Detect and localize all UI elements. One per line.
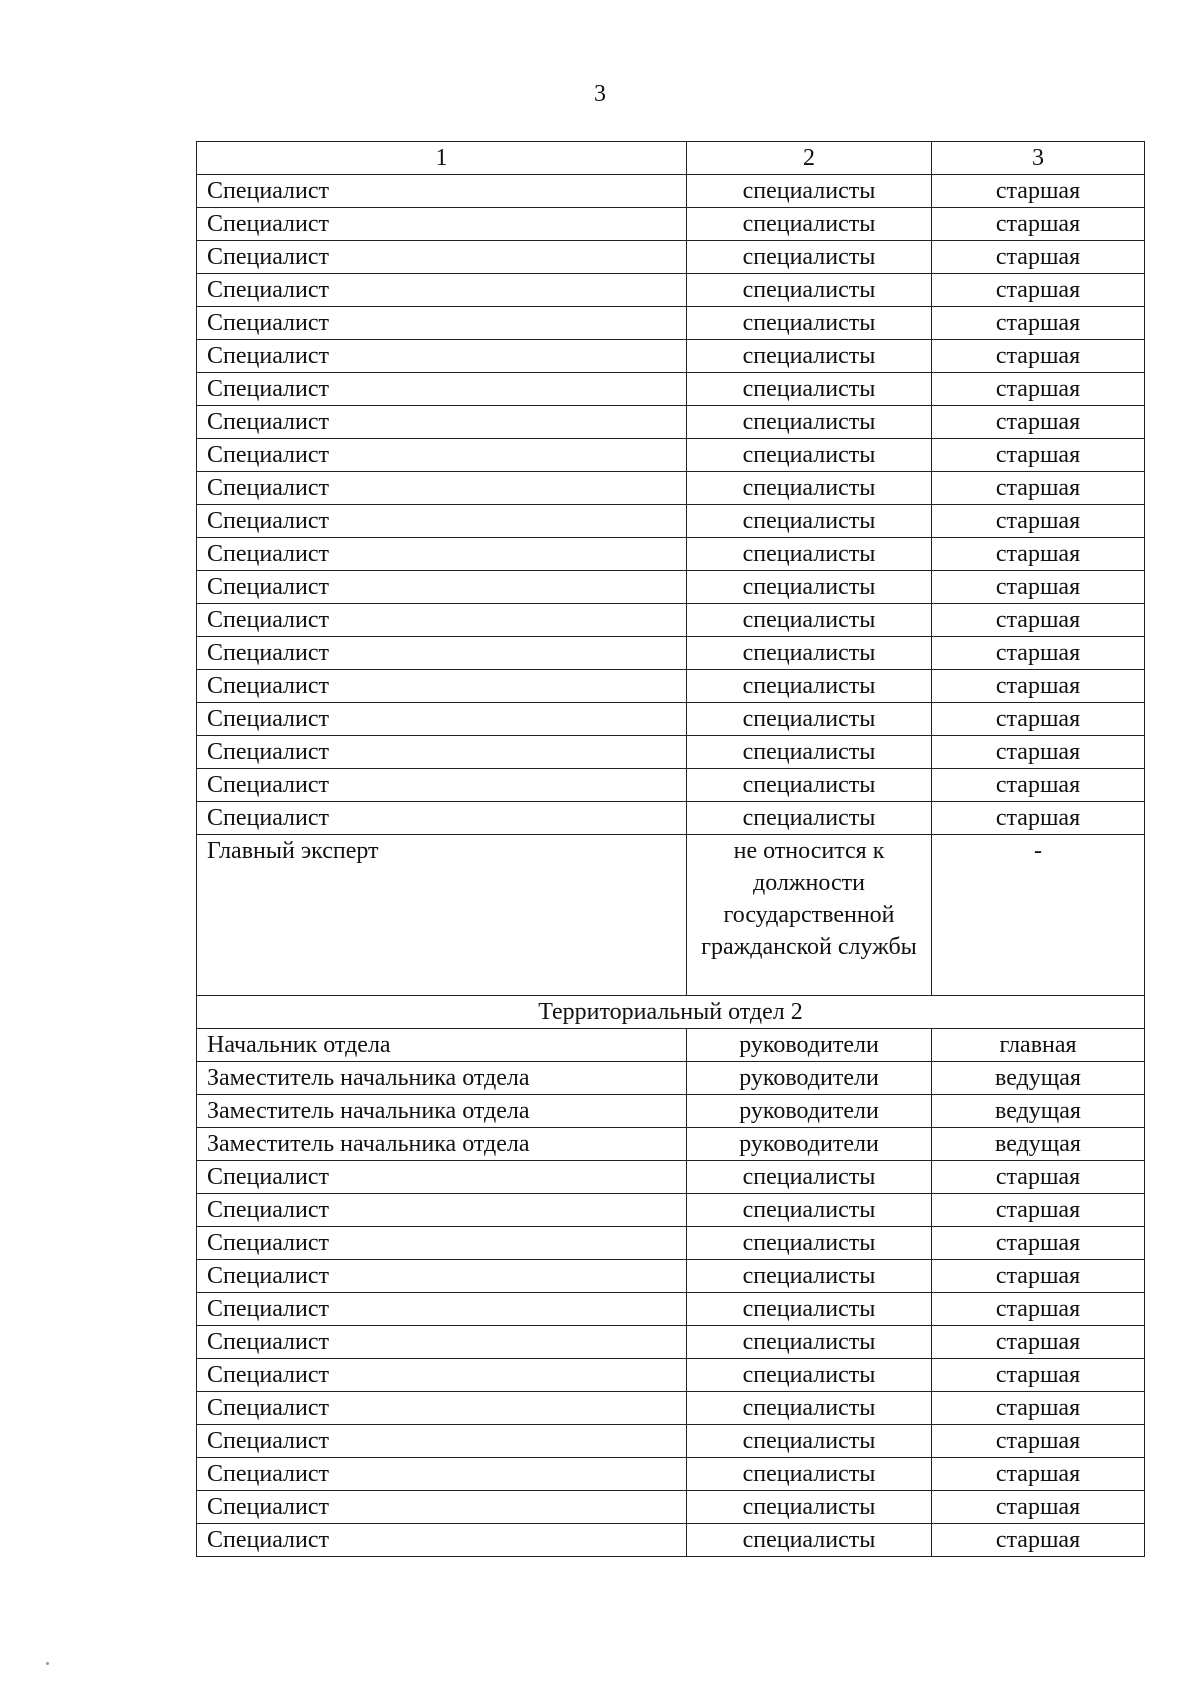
position-title: Специалист	[197, 538, 687, 571]
position-group: специалисты	[687, 637, 932, 670]
position-title: Специалист	[197, 373, 687, 406]
position-category: старшая	[932, 1194, 1145, 1227]
position-group: специалисты	[687, 1425, 932, 1458]
position-category: -	[932, 835, 1145, 996]
position-title: Специалист	[197, 703, 687, 736]
position-title: Главный эксперт	[197, 835, 687, 996]
position-category: старшая	[932, 736, 1145, 769]
position-category: старшая	[932, 373, 1145, 406]
position-group: специалисты	[687, 703, 932, 736]
position-title: Специалист	[197, 1425, 687, 1458]
table-row	[197, 1194, 1145, 1227]
position-title: Специалист	[197, 340, 687, 373]
position-title: Специалист	[197, 472, 687, 505]
position-category: старшая	[932, 1491, 1145, 1524]
position-title: Заместитель начальника отдела	[197, 1095, 687, 1128]
position-group: специалисты	[687, 1293, 932, 1326]
positions-table	[196, 141, 1145, 1557]
position-group: специалисты	[687, 769, 932, 802]
position-group: специалисты	[687, 1260, 932, 1293]
table-row	[197, 1425, 1145, 1458]
position-title: Специалист	[197, 208, 687, 241]
position-group: специалисты	[687, 439, 932, 472]
table-row	[197, 1326, 1145, 1359]
table-row	[197, 736, 1145, 769]
position-title: Специалист	[197, 406, 687, 439]
position-category: старшая	[932, 637, 1145, 670]
position-category: старшая	[932, 670, 1145, 703]
position-group: специалисты	[687, 505, 932, 538]
position-title: Специалист	[197, 802, 687, 835]
position-group: специалисты	[687, 406, 932, 439]
position-title: Специалист	[197, 1326, 687, 1359]
position-title: Специалист	[197, 604, 687, 637]
position-title: Специалист	[197, 505, 687, 538]
position-group: не относится к должности государственной гражданской службы	[687, 835, 932, 996]
position-category: старшая	[932, 439, 1145, 472]
position-title: Специалист	[197, 769, 687, 802]
position-title: Специалист	[197, 1161, 687, 1194]
table-row	[197, 1392, 1145, 1425]
position-title: Заместитель начальника отдела	[197, 1128, 687, 1161]
position-title: Начальник отдела	[197, 1029, 687, 1062]
position-group: специалисты	[687, 274, 932, 307]
table-row	[197, 1491, 1145, 1524]
position-category: старшая	[932, 1524, 1145, 1557]
table-row	[197, 538, 1145, 571]
column-number-1: 1	[197, 142, 687, 175]
position-group: специалисты	[687, 1392, 932, 1425]
position-group: специалисты	[687, 1326, 932, 1359]
position-category: ведущая	[932, 1095, 1145, 1128]
position-group: специалисты	[687, 1491, 932, 1524]
table-row	[197, 1458, 1145, 1491]
table-row	[197, 1359, 1145, 1392]
position-title: Специалист	[197, 1260, 687, 1293]
position-category: главная	[932, 1029, 1145, 1062]
position-category: старшая	[932, 340, 1145, 373]
table-row	[197, 439, 1145, 472]
position-group: специалисты	[687, 1227, 932, 1260]
position-group: специалисты	[687, 670, 932, 703]
table-row	[197, 505, 1145, 538]
position-category: старшая	[932, 472, 1145, 505]
table-row	[197, 637, 1145, 670]
position-category: старшая	[932, 802, 1145, 835]
position-category: старшая	[932, 241, 1145, 274]
position-title: Специалист	[197, 1491, 687, 1524]
table-row	[197, 1095, 1145, 1128]
table-row	[197, 802, 1145, 835]
position-group: специалисты	[687, 1194, 932, 1227]
section-title: Территориальный отдел 2	[197, 996, 1145, 1029]
table-row	[197, 307, 1145, 340]
table-row	[197, 274, 1145, 307]
position-category: старшая	[932, 307, 1145, 340]
table-row	[197, 1161, 1145, 1194]
table-row	[197, 1062, 1145, 1095]
position-category: старшая	[932, 1359, 1145, 1392]
position-group: специалисты	[687, 373, 932, 406]
table-row	[197, 670, 1145, 703]
position-group: специалисты	[687, 175, 932, 208]
table-row	[197, 1293, 1145, 1326]
position-group: руководители	[687, 1062, 932, 1095]
table-row	[197, 472, 1145, 505]
table-row	[197, 703, 1145, 736]
page-number: 3	[594, 81, 606, 107]
position-category: старшая	[932, 406, 1145, 439]
position-title: Специалист	[197, 1524, 687, 1557]
table-row	[197, 340, 1145, 373]
position-title: Специалист	[197, 241, 687, 274]
position-category: ведущая	[932, 1128, 1145, 1161]
position-title: Специалист	[197, 1293, 687, 1326]
position-title: Специалист	[197, 307, 687, 340]
position-group: специалисты	[687, 736, 932, 769]
section-header-row	[197, 996, 1145, 1029]
position-group: специалисты	[687, 604, 932, 637]
table-row	[197, 571, 1145, 604]
position-title: Специалист	[197, 1359, 687, 1392]
position-title: Специалист	[197, 1194, 687, 1227]
position-category: старшая	[932, 274, 1145, 307]
table-row	[197, 175, 1145, 208]
table-row	[197, 1128, 1145, 1161]
position-category: старшая	[932, 1326, 1145, 1359]
table-row	[197, 1227, 1145, 1260]
position-group: руководители	[687, 1029, 932, 1062]
position-title: Заместитель начальника отдела	[197, 1062, 687, 1095]
position-category: старшая	[932, 1161, 1145, 1194]
position-group: специалисты	[687, 802, 932, 835]
position-category: старшая	[932, 505, 1145, 538]
position-group: специалисты	[687, 208, 932, 241]
position-title: Специалист	[197, 1392, 687, 1425]
table-row	[197, 1260, 1145, 1293]
position-group: специалисты	[687, 307, 932, 340]
position-category: старшая	[932, 538, 1145, 571]
position-title: Специалист	[197, 736, 687, 769]
position-group: специалисты	[687, 538, 932, 571]
position-group: специалисты	[687, 1458, 932, 1491]
position-category: старшая	[932, 208, 1145, 241]
position-group: специалисты	[687, 1161, 932, 1194]
position-title: Специалист	[197, 571, 687, 604]
table-row	[197, 208, 1145, 241]
position-group: специалисты	[687, 340, 932, 373]
position-category: ведущая	[932, 1062, 1145, 1095]
position-category: старшая	[932, 1458, 1145, 1491]
position-group: специалисты	[687, 571, 932, 604]
position-group: специалисты	[687, 1524, 932, 1557]
table-row	[197, 1524, 1145, 1557]
position-category: старшая	[932, 1392, 1145, 1425]
table-row	[197, 241, 1145, 274]
position-title: Специалист	[197, 637, 687, 670]
column-number-2: 2	[687, 142, 932, 175]
scan-speck	[46, 1662, 49, 1665]
position-category: старшая	[932, 1293, 1145, 1326]
position-category: старшая	[932, 769, 1145, 802]
column-number-row	[197, 142, 1145, 175]
table-row	[197, 604, 1145, 637]
position-title: Специалист	[197, 670, 687, 703]
position-category: старшая	[932, 1260, 1145, 1293]
position-category: старшая	[932, 1425, 1145, 1458]
position-category: старшая	[932, 1227, 1145, 1260]
position-group: руководители	[687, 1128, 932, 1161]
position-category: старшая	[932, 571, 1145, 604]
table-row	[197, 769, 1145, 802]
position-title: Специалист	[197, 175, 687, 208]
position-group: специалисты	[687, 472, 932, 505]
position-group: специалисты	[687, 241, 932, 274]
position-title: Специалист	[197, 1458, 687, 1491]
table-row-chief-expert	[197, 835, 1145, 996]
position-category: старшая	[932, 703, 1145, 736]
position-title: Специалист	[197, 439, 687, 472]
table-row	[197, 406, 1145, 439]
position-title: Специалист	[197, 274, 687, 307]
positions-table-body	[197, 142, 1145, 1557]
position-category: старшая	[932, 604, 1145, 637]
position-group: руководители	[687, 1095, 932, 1128]
position-group: специалисты	[687, 1359, 932, 1392]
position-title: Специалист	[197, 1227, 687, 1260]
table-row	[197, 1029, 1145, 1062]
table-row	[197, 373, 1145, 406]
position-category: старшая	[932, 175, 1145, 208]
column-number-3: 3	[932, 142, 1145, 175]
